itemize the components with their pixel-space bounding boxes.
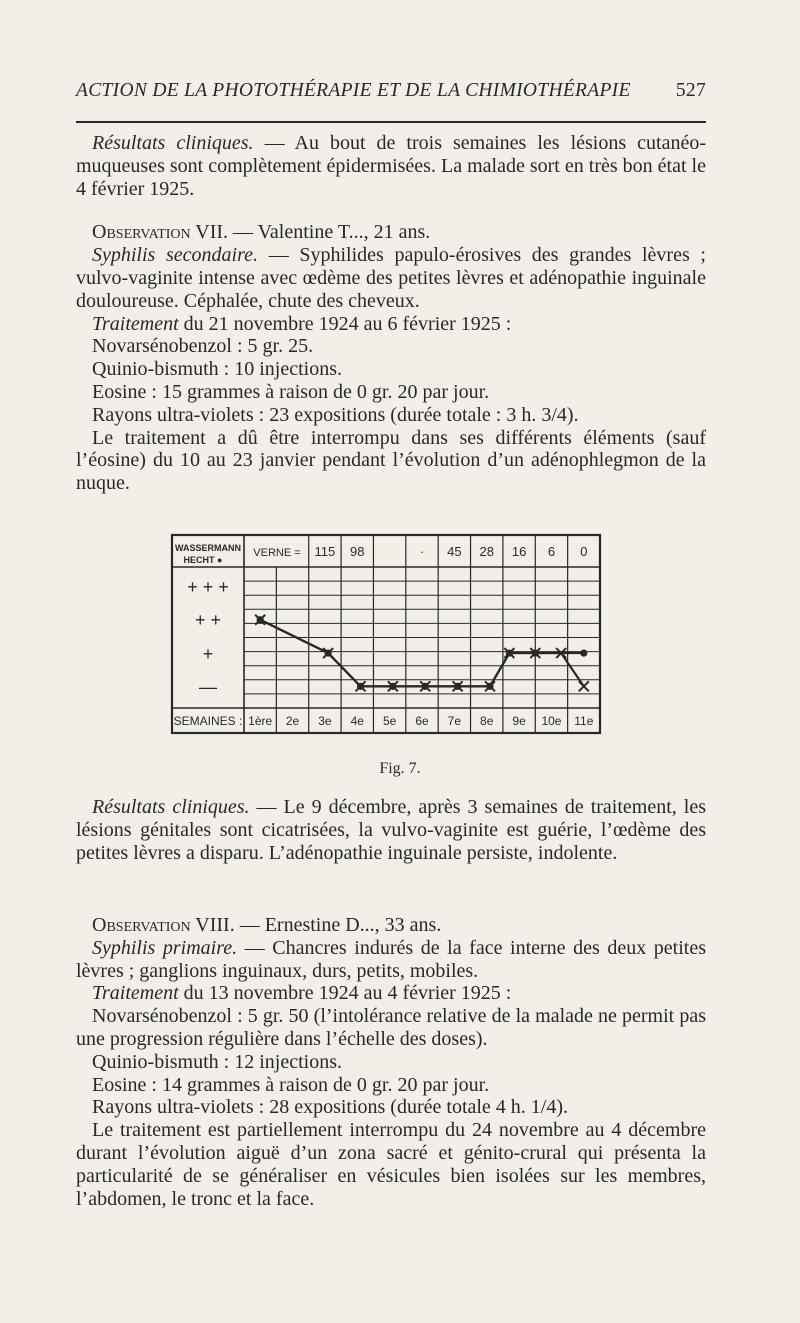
verne-value: 115 [314, 544, 336, 559]
x-tick-label: 8e [480, 714, 494, 728]
dot-marker [580, 649, 587, 656]
verne-value: 6 [547, 544, 556, 559]
observation-heading [76, 221, 706, 244]
verne-value: · [419, 544, 425, 559]
x-tick-label: 3e [318, 714, 332, 728]
diagnosis-paragraph [76, 937, 706, 983]
diagnosis-paragraph [76, 244, 706, 312]
chart-grid [172, 535, 600, 733]
dot-marker [389, 683, 396, 690]
x-tick-label: 4e [350, 714, 364, 728]
treatment-dates: du 13 novembre 1924 au 4 février 1925 : [178, 982, 512, 1005]
diagnosis-label: Syphilis secondaire. [92, 244, 259, 267]
dot-marker [422, 683, 429, 690]
treatment-line: Rayons ultra-violets : 23 expositions (durée totale : 3 h. 3/4). [92, 403, 579, 426]
treatment-heading [76, 313, 706, 336]
treatment-line: Quinio-bismuth : 12 injections. [92, 1050, 342, 1073]
observation-label: Observation VIII. [92, 914, 235, 936]
cross-marker [579, 681, 589, 691]
page-number: 527 [675, 80, 706, 101]
dot-marker [357, 683, 364, 690]
clinical-results-paragraph [76, 132, 706, 200]
x-tick-label: 5e [382, 714, 397, 728]
x-tick-label: 7e [447, 714, 462, 728]
clinical-results-label: Résultats cliniques. [92, 132, 254, 154]
x-axis-label: SEMAINES : [173, 714, 243, 728]
running-header [76, 76, 706, 106]
serology-chart [0, 525, 800, 745]
observation-label: Observation VII. [92, 221, 229, 244]
observation-viii-section [76, 914, 706, 1210]
dot-marker [454, 683, 461, 690]
verne-value: 0 [580, 544, 588, 559]
x-tick-label: 11e [574, 714, 594, 728]
observation-patient: — Ernestine D..., 33 ans. [234, 914, 442, 936]
treatment-line: Eosine : 15 grammes à raison de 0 gr. 20 par jour. [92, 380, 490, 403]
clinical-results-section [76, 796, 706, 864]
verne-label: VERNE = [253, 547, 301, 559]
x-tick-label: 6e [415, 714, 429, 728]
x-tick-label: 1ère [248, 714, 273, 728]
x-tick-label: 9e [512, 714, 526, 728]
treatment-line: Rayons ultra-violets : 28 expositions (durée totale 4 h. 1/4). [92, 1096, 569, 1119]
y-level-label: + + + [187, 577, 229, 597]
dot-marker [257, 616, 264, 623]
treatment-line: Quinio-bismuth : 10 injections. [92, 358, 342, 381]
dot-marker [532, 649, 539, 656]
observation-patient: — Valentine T..., 21 ans. [228, 221, 431, 244]
observation-heading [76, 914, 706, 937]
treatment-label: Traitement [92, 312, 179, 335]
chart-labels [174, 543, 594, 728]
verne-value: 16 [511, 544, 527, 559]
diagnosis-label: Syphilis primaire. [92, 936, 238, 959]
verne-value: 98 [350, 544, 365, 559]
clinical-results-text: — Le 9 décembre, après 3 semaines de traitement, les lésions génitales sont cicatrisées, la vulvo-vaginite est guérie, l’œdème des petites lèvres a disparu. L’adénopathie inguinale persiste, indolente. [76, 796, 706, 864]
x-tick-label: 2e [285, 714, 300, 728]
verne-value: 45 [447, 544, 462, 559]
treatment-line: Novarsénobenzol : 5 gr. 50 (l’intolérance relative de la malade ne permit pas une progression régulière dans l’échelle des doses). [76, 1005, 706, 1050]
dot-marker [486, 683, 493, 690]
observation-vii-section [76, 132, 706, 495]
diagnosis-text: — Syphilides papulo-érosives des grandes lèvres ; vulvo-vaginite intense avec œdème des petites lèvres et adénopathie inguinale douloureuse. Céphalée, chute des cheveux. [76, 244, 706, 312]
treatment-label: Traitement [92, 982, 179, 1005]
clinical-results-text: — Au bout de trois semaines les lésions cutanéo-muqueuses sont complètement épidermisées. La malade sort en très bon état le 4 février 1925. [76, 132, 706, 200]
treatment-heading [76, 982, 706, 1005]
running-title: ACTION DE LA PHOTOTHÉRAPIE ET DE LA CHIMIOTHÉRAPIE [76, 80, 631, 101]
verne-value: 28 [479, 544, 494, 559]
diagnosis-text: — Chancres indurés de la face interne des deux petites lèvres ; ganglions inguinaux, durs, petits, mobiles. [76, 936, 706, 982]
y-level-label: + [202, 644, 214, 664]
y-level-label: + + [194, 610, 222, 630]
wassermann-label: WASSERMANN [174, 543, 242, 553]
x-tick-label: 10e [541, 714, 562, 728]
dot-marker [325, 649, 332, 656]
dot-marker [506, 649, 513, 656]
interruption-paragraph: Le traitement est partiellement interrompu du 24 novembre au 4 décembre durant l’évolution aiguë d’un zona sacré et génito-crural qui présenta la particularité de se généraliser en vésicules bien isolées sur les membres, l’abdomen, le tronc et la face. [76, 1119, 706, 1210]
interruption-paragraph: Le traitement a dû être interrompu dans ses différents éléments (sauf l’éosine) du 10 au 23 janvier pendant l’évolution d’un adénophlegmon de la nuque. [76, 426, 706, 495]
y-level-label: — [199, 677, 217, 697]
treatment-dates: du 21 novembre 1924 au 6 février 1925 : [178, 312, 512, 335]
header-rule [76, 121, 706, 123]
treatment-line: Eosine : 14 grammes à raison de 0 gr. 20 par jour. [92, 1073, 490, 1096]
hecht-label: HECHT ● [183, 555, 223, 565]
figure-caption: Fig. 7. [379, 760, 421, 777]
treatment-line: Novarsénobenzol : 5 gr. 25. [92, 335, 314, 358]
clinical-results-label: Résultats cliniques. [92, 796, 250, 818]
clinical-results-paragraph [76, 796, 706, 864]
